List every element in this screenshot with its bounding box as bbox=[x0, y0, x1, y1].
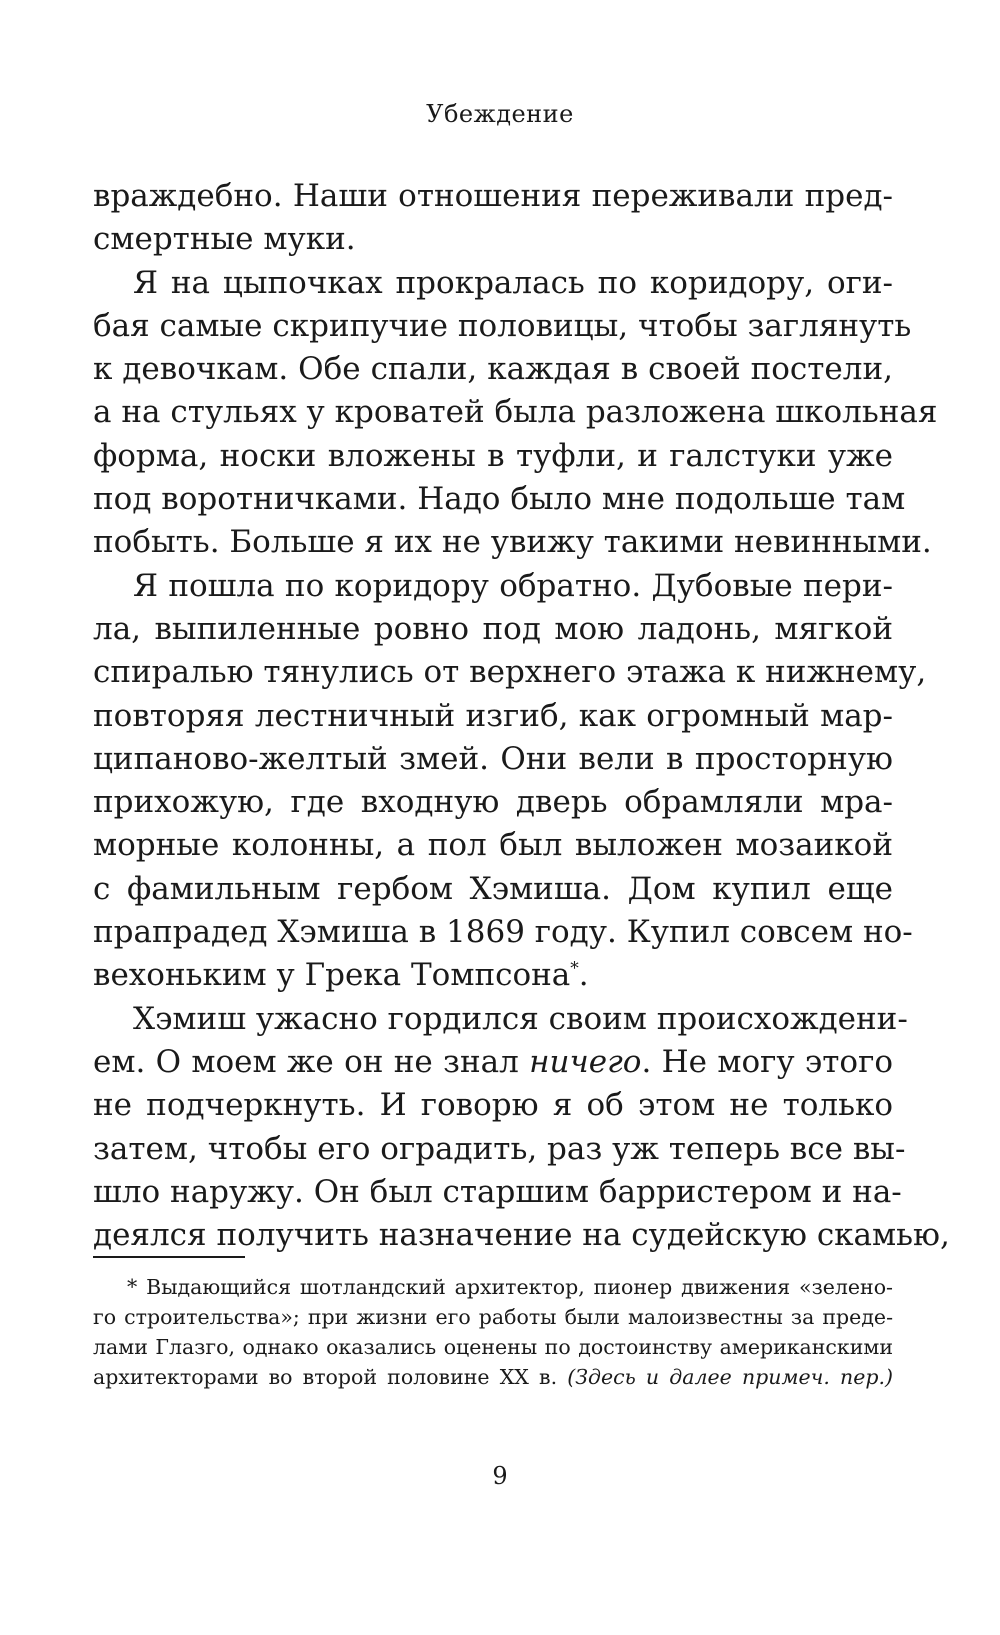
text-line: под воротничками. Надо было мне подольше там bbox=[93, 481, 906, 518]
text-fragment: ем. О моем же он не знал bbox=[93, 1043, 530, 1080]
text-line: враждебно. Наши отношения переживали пред- bbox=[93, 178, 893, 214]
footnote-line: лами Глазго, однако оказались оценены по достоинству американскими bbox=[93, 1335, 893, 1359]
text-fragment: Выдающийся шотландский архитектор, пионер движения «зелено- bbox=[146, 1275, 893, 1299]
footnote-divider bbox=[93, 1256, 245, 1258]
text-line: повторяя лестничный изгиб, как огромный мар- bbox=[93, 697, 893, 734]
text-line: прапрадед Хэмиша в 1869 году. Купил совсем но- bbox=[93, 914, 913, 951]
footnote bbox=[93, 1272, 893, 1392]
text-line: смертные муки. bbox=[93, 221, 356, 258]
paragraph-2 bbox=[93, 262, 938, 565]
footnote-marker: * bbox=[127, 1275, 138, 1299]
text-fragment: архитекторами во второй половине XX в. bbox=[93, 1365, 568, 1389]
text-line: затем, чтобы его оградить, раз уж теперь все вы- bbox=[93, 1130, 906, 1167]
paragraph-1 bbox=[93, 175, 893, 262]
text-line: Хэмиш ужасно гордился своим происхождени- bbox=[133, 1000, 908, 1037]
text-line: с фамильным гербом Хэмиша. Дом купил еще bbox=[93, 870, 893, 907]
text-line: прихожую, где входную дверь обрамляли мра- bbox=[93, 784, 893, 821]
text-line: ла, выпиленные ровно под мою ладонь, мягкой bbox=[93, 610, 893, 647]
footnote-marker[interactable]: * bbox=[570, 959, 579, 980]
footnote-line bbox=[93, 1272, 893, 1302]
text-line: побыть. Больше я их не увижу такими невинными. bbox=[93, 524, 932, 561]
text-line: ципаново-желтый змей. Они вели в просторную bbox=[93, 740, 893, 777]
text-fragment: вехоньким у Грека Томпсона bbox=[93, 957, 571, 994]
text-line: форма, носки вложены в туфли, и галстуки уже bbox=[93, 437, 893, 474]
emphasis-text: (Здесь и далее примеч. пер.) bbox=[567, 1365, 893, 1389]
text-fragment: . bbox=[578, 957, 589, 994]
footnote-line: го строительства»; при жизни его работы были малоизвестны за преде- bbox=[93, 1305, 893, 1329]
text-fragment: . Не могу этого bbox=[641, 1043, 893, 1080]
text-line: бая самые скрипучие половицы, чтобы заглянуть bbox=[93, 307, 912, 344]
text-line: не подчеркнуть. И говорю я об этом не только bbox=[93, 1087, 893, 1124]
text-line: Я на цыпочках прокралась по коридору, оги- bbox=[133, 264, 893, 301]
text-line bbox=[93, 954, 893, 997]
text-line: шло наружу. Он был старшим барристером и на- bbox=[93, 1173, 902, 1210]
paragraph-4 bbox=[93, 998, 950, 1258]
text-line: спиралью тянулись от верхнего этажа к нижнему, bbox=[93, 654, 927, 691]
body-text bbox=[93, 175, 950, 1257]
paragraph-3 bbox=[93, 565, 927, 998]
text-line: деялся получить назначение на судейскую скамью, bbox=[93, 1217, 950, 1254]
footnote-line bbox=[93, 1362, 893, 1392]
text-line: а на стульях у кроватей была разложена школьная bbox=[93, 394, 938, 431]
running-head: Убеждение bbox=[426, 100, 574, 128]
emphasis-text: ничего bbox=[529, 1043, 642, 1080]
text-line: к девочкам. Обе спали, каждая в своей постели, bbox=[93, 351, 893, 388]
text-line bbox=[93, 1041, 893, 1084]
text-line: Я пошла по коридору обратно. Дубовые пери- bbox=[133, 567, 893, 604]
text-line: морные колонны, а пол был выложен мозаикой bbox=[93, 827, 893, 864]
page-number: 9 bbox=[492, 1462, 508, 1490]
